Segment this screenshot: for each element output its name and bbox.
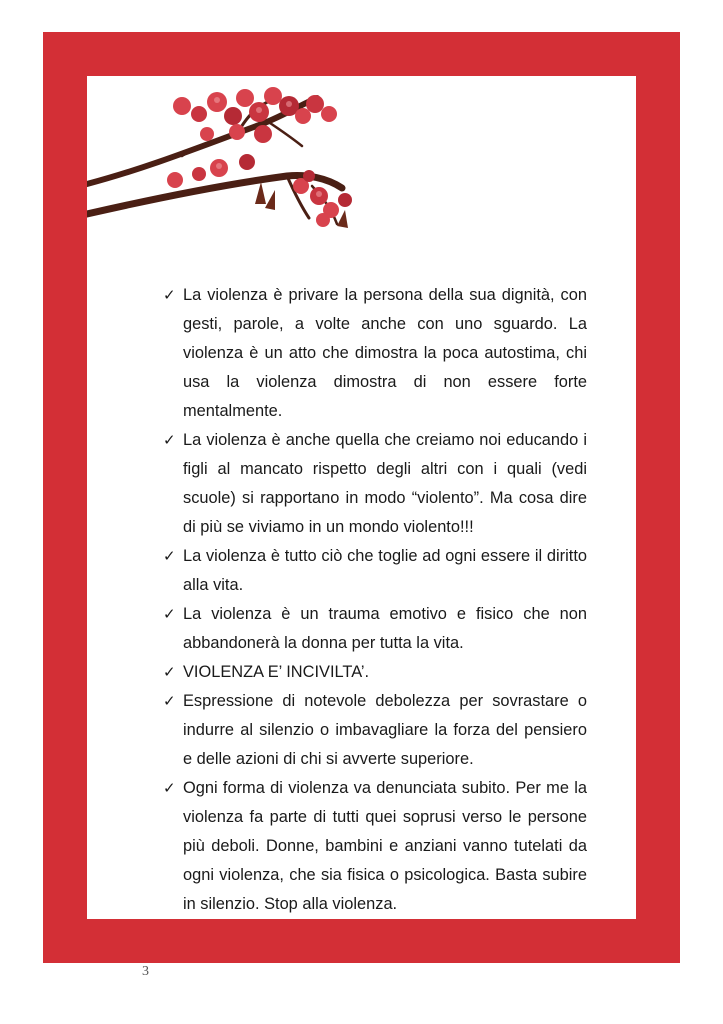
list-item-text: La violenza è privare la persona della sua dignità, con gesti, parole, a volte anche con uno sguardo. La violenza è un atto che dimostra la poca autostima, chi usa la violenza dimostra di non essere forte mentalmente. <box>183 286 587 420</box>
list-content <box>163 281 587 919</box>
checkmark-icon: ✓ <box>163 779 176 797</box>
list-item-text: La violenza è anche quella che creiamo noi educando i figli al mancato rispetto degli altri con i quali (vedi scuole) si rapportano in modo “violento”. Ma cosa dire di più se viviamo in un mondo violento!!! <box>183 431 587 536</box>
checklist <box>163 281 587 919</box>
list-item <box>163 687 587 774</box>
list-item <box>163 600 587 658</box>
checkmark-icon: ✓ <box>163 605 176 623</box>
checkmark-icon: ✓ <box>163 547 176 565</box>
checkmark-icon: ✓ <box>163 692 176 710</box>
list-item-text: Espressione di notevole debolezza per sovrastare o indurre al silenzio o imbavagliare la forza del pensiero e delle azioni di chi si avverte superiore. <box>183 692 587 768</box>
list-item-text: La violenza è un trauma emotivo e fisico che non abbandonerà la donna per tutta la vita. <box>183 605 587 652</box>
page-content-area <box>87 76 636 919</box>
red-page-frame <box>43 32 680 963</box>
list-item <box>163 658 587 687</box>
list-item <box>163 774 587 919</box>
list-item-text: VIOLENZA E’ INCIVILTA’. <box>183 663 370 681</box>
checkmark-icon: ✓ <box>163 431 176 449</box>
blossom-branch-icon <box>87 76 367 256</box>
list-item <box>163 426 587 542</box>
list-item <box>163 542 587 600</box>
list-item <box>163 281 587 426</box>
list-item-text: La violenza è tutto ciò che toglie ad ogni essere il diritto alla vita. <box>183 547 587 594</box>
checkmark-icon: ✓ <box>163 286 176 304</box>
list-item-text: Ogni forma di violenza va denunciata subito. Per me la violenza fa parte di tutti quei soprusi verso le persone più deboli. Donne, bambini e anziani vanno tutelati da ogni violenza, che sia fisica o psicologica. Basta subire in silenzio. Stop alla violenza. <box>183 779 587 913</box>
checkmark-icon: ✓ <box>163 663 176 681</box>
page-number: 3 <box>142 964 149 979</box>
